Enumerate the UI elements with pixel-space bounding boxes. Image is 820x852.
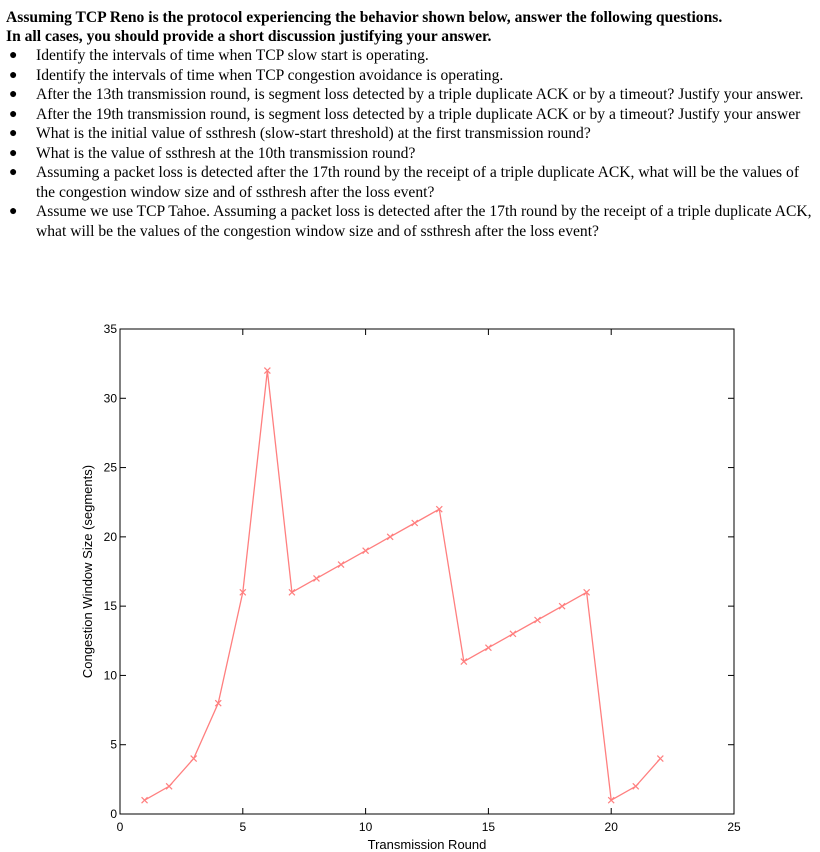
- question-text: Identify the intervals of time when TCP slow start is operating.: [36, 47, 429, 64]
- heading-line-2: In all cases, you should provide a short discussion justifying your answer.: [6, 28, 492, 45]
- bullet-icon: ●: [9, 48, 18, 63]
- y-tick-label: 35: [103, 322, 117, 336]
- question-text: After the 13th transmission round, is segment loss detected by a triple duplicate ACK or by a timeout? Justify your answer.: [36, 86, 804, 103]
- x-tick-label: 0: [116, 820, 124, 834]
- y-tick-label: 10: [103, 668, 117, 683]
- x-tick-label: 20: [604, 820, 618, 834]
- data-point: [338, 562, 344, 568]
- bullet-icon: ●: [9, 165, 18, 180]
- question-text: What is the initial value of ssthresh (slow-start threshold) at the first transmission round?: [36, 125, 591, 142]
- question-text: Identify the intervals of time when TCP congestion avoidance is operating.: [36, 66, 504, 84]
- series-line: [145, 371, 661, 801]
- x-tick-label: 10: [358, 820, 373, 834]
- y-tick-label: 25: [103, 460, 117, 475]
- x-axis-label: Transmission Round: [367, 837, 487, 852]
- data-point: [633, 783, 639, 789]
- y-tick-label: 20: [103, 529, 117, 544]
- data-point: [657, 756, 663, 762]
- data-point: [142, 797, 148, 803]
- bullet-icon: ●: [9, 145, 18, 161]
- question-text: After the 19th transmission round, is segment loss detected by a triple duplicate ACK or by a timeout? Justify your answer: [36, 105, 801, 123]
- data-point: [191, 756, 197, 762]
- data-point: [535, 617, 541, 623]
- heading-line-1: Assuming TCP Reno is the protocol experiencing the behavior shown below, answer the following questions.: [6, 9, 723, 26]
- y-tick-label: 30: [103, 391, 117, 406]
- question-text: Assume we use TCP Tahoe. Assuming a packet loss is detected after the 17th round by the receipt of a triple duplicate ACK, what will be the values of the congestion window size and of ssthresh after the loss event?: [36, 203, 812, 240]
- y-axis-label: Congestion Window Size (segments): [80, 464, 95, 679]
- data-point: [387, 534, 393, 540]
- y-tick-label: 5: [110, 737, 117, 752]
- bullet-icon: ●: [9, 67, 18, 83]
- data-point: [559, 603, 565, 609]
- y-tick-label: 15: [103, 599, 117, 614]
- data-point: [412, 520, 418, 526]
- data-point: [313, 575, 319, 581]
- bullet-icon: ●: [9, 106, 18, 122]
- data-point: [485, 645, 491, 651]
- data-point: [166, 783, 172, 789]
- bullet-icon: ●: [9, 87, 18, 102]
- y-tick-label: 0: [110, 807, 117, 821]
- question-text: What is the value of ssthresh at the 10th transmission round?: [36, 144, 416, 162]
- data-point: [363, 548, 369, 554]
- question-text: Assuming a packet loss is detected after the 17th round by the receipt of a triple duplicate ACK, what will be the values of the congestion window size and of ssthresh after the loss event?: [36, 164, 800, 201]
- x-tick-label: 15: [481, 820, 496, 834]
- bullet-icon: ●: [9, 204, 18, 219]
- plot-frame: [120, 329, 734, 814]
- bullet-icon: ●: [9, 126, 18, 141]
- x-tick-label: 5: [239, 820, 247, 834]
- x-tick-label: 25: [727, 820, 741, 834]
- data-point: [510, 631, 516, 637]
